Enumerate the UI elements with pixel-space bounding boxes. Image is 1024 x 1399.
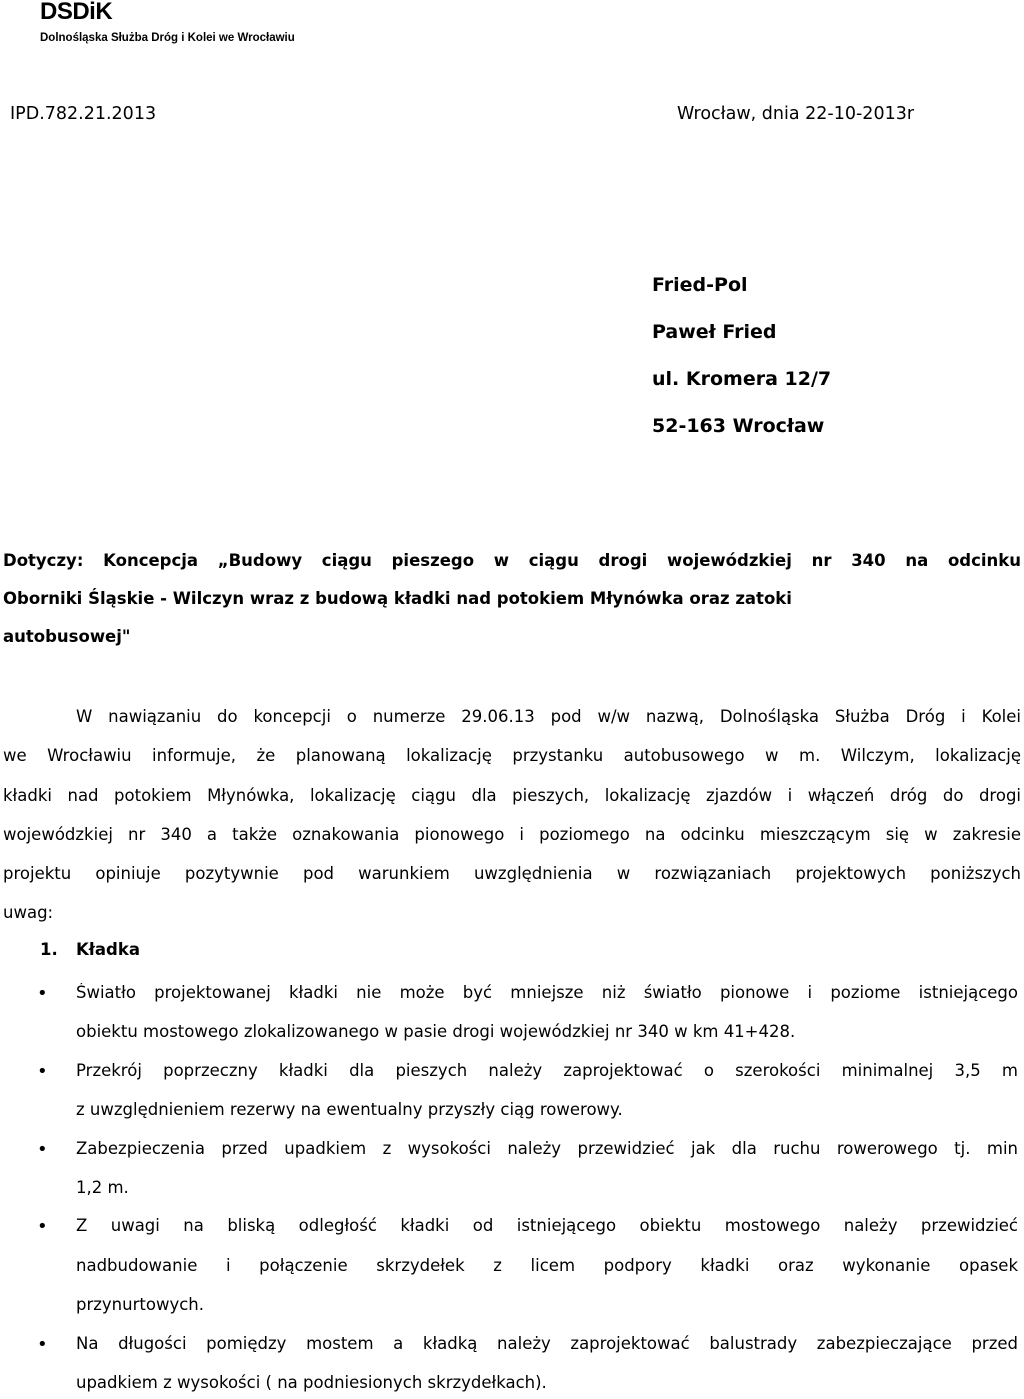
bullet-icon: • xyxy=(37,1139,48,1160)
recipient-street: ul. Kromera 12/7 xyxy=(652,368,832,390)
bullet-3-line-1: Zabezpieczenia przed upadkiem z wysokości należy przewidzieć jak dla ruchu rowerowego tj. min xyxy=(76,1139,1018,1158)
bullet-3-line-2: 1,2 m. xyxy=(76,1178,129,1197)
subject-line-2: Oborniki Śląskie - Wilczyn wraz z budową kładki nad potokiem Młynówka oraz zatoki xyxy=(3,589,792,608)
recipient-company: Fried-Pol xyxy=(652,274,748,296)
body-line-2: we Wrocławiu informuje, że planowaną lokalizację przystanku autobusowego w m. Wilczym, lokalizację xyxy=(3,746,1021,765)
bullet-1-line-2: obiektu mostowego zlokalizowanego w pasie drogi wojewódzkiej nr 340 w km 41+428. xyxy=(76,1022,796,1041)
bullet-5-line-1: Na długości pomiędzy mostem a kładką należy zaprojektować balustrady zabezpieczające przed xyxy=(76,1334,1018,1353)
bullet-icon: • xyxy=(37,1334,48,1355)
bullet-2-line-2: z uwzględnieniem rezerwy na ewentualny przyszły ciąg rowerowy. xyxy=(76,1100,623,1119)
bullet-1-line-1: Światło projektowanej kładki nie może być mniejsze niż światło pionowe i poziome istniejącego xyxy=(76,983,1018,1002)
bullet-icon: • xyxy=(37,983,48,1004)
org-logo: DSDiK xyxy=(40,0,113,25)
letter-date: Wrocław, dnia 22-10-2013r xyxy=(677,104,915,124)
body-line-6: uwag: xyxy=(3,903,54,922)
body-line-3: kładki nad potokiem Młynówka, lokalizację ciągu dla pieszych, lokalizację zjazdów i włączeń dróg do drogi xyxy=(3,786,1021,805)
subject-line-1: Dotyczy: Koncepcja „Budowy ciągu pieszego w ciągu drogi wojewódzkiej nr 340 na odcinku xyxy=(3,551,1021,570)
body-line-4: wojewódzkiej nr 340 a także oznakowania pionowego i poziomego na odcinku mieszczącym się w zakresie xyxy=(3,825,1021,844)
bullet-icon: • xyxy=(37,1061,48,1082)
bullet-icon: • xyxy=(37,1216,48,1237)
section-title: Kładka xyxy=(76,940,140,959)
bullet-4-line-3: przynurtowych. xyxy=(76,1295,204,1314)
recipient-name: Paweł Fried xyxy=(652,321,777,343)
body-line-1: W nawiązaniu do koncepcji o numerze 29.06.13 pod w/w nazwą, Dolnośląska Służba Dróg i Kolei xyxy=(76,707,1021,726)
section-number: 1. xyxy=(40,940,58,959)
bullet-4-line-2: nadbudowanie i połączenie skrzydełek z licem podpory kładki oraz wykonanie opasek xyxy=(76,1256,1018,1275)
bullet-4-line-1: Z uwagi na bliską odległość kładki od istniejącego obiektu mostowego należy przewidzieć xyxy=(76,1216,1018,1235)
recipient-city: 52-163 Wrocław xyxy=(652,415,825,437)
body-line-5: projektu opiniuje pozytywnie pod warunkiem uwzględnienia w rozwiązaniach projektowych poniższych xyxy=(3,864,1021,883)
subject-line-3: autobusowej" xyxy=(3,627,131,646)
bullet-5-line-2: upadkiem z wysokości ( na podniesionych skrzydełkach). xyxy=(76,1373,547,1392)
reference-number: IPD.782.21.2013 xyxy=(10,104,157,124)
org-name: Dolnośląska Służba Dróg i Kolei we Wrocławiu xyxy=(40,32,295,44)
bullet-2-line-1: Przekrój poprzeczny kładki dla pieszych należy zaprojektować o szerokości minimalnej 3,5 m xyxy=(76,1061,1018,1080)
